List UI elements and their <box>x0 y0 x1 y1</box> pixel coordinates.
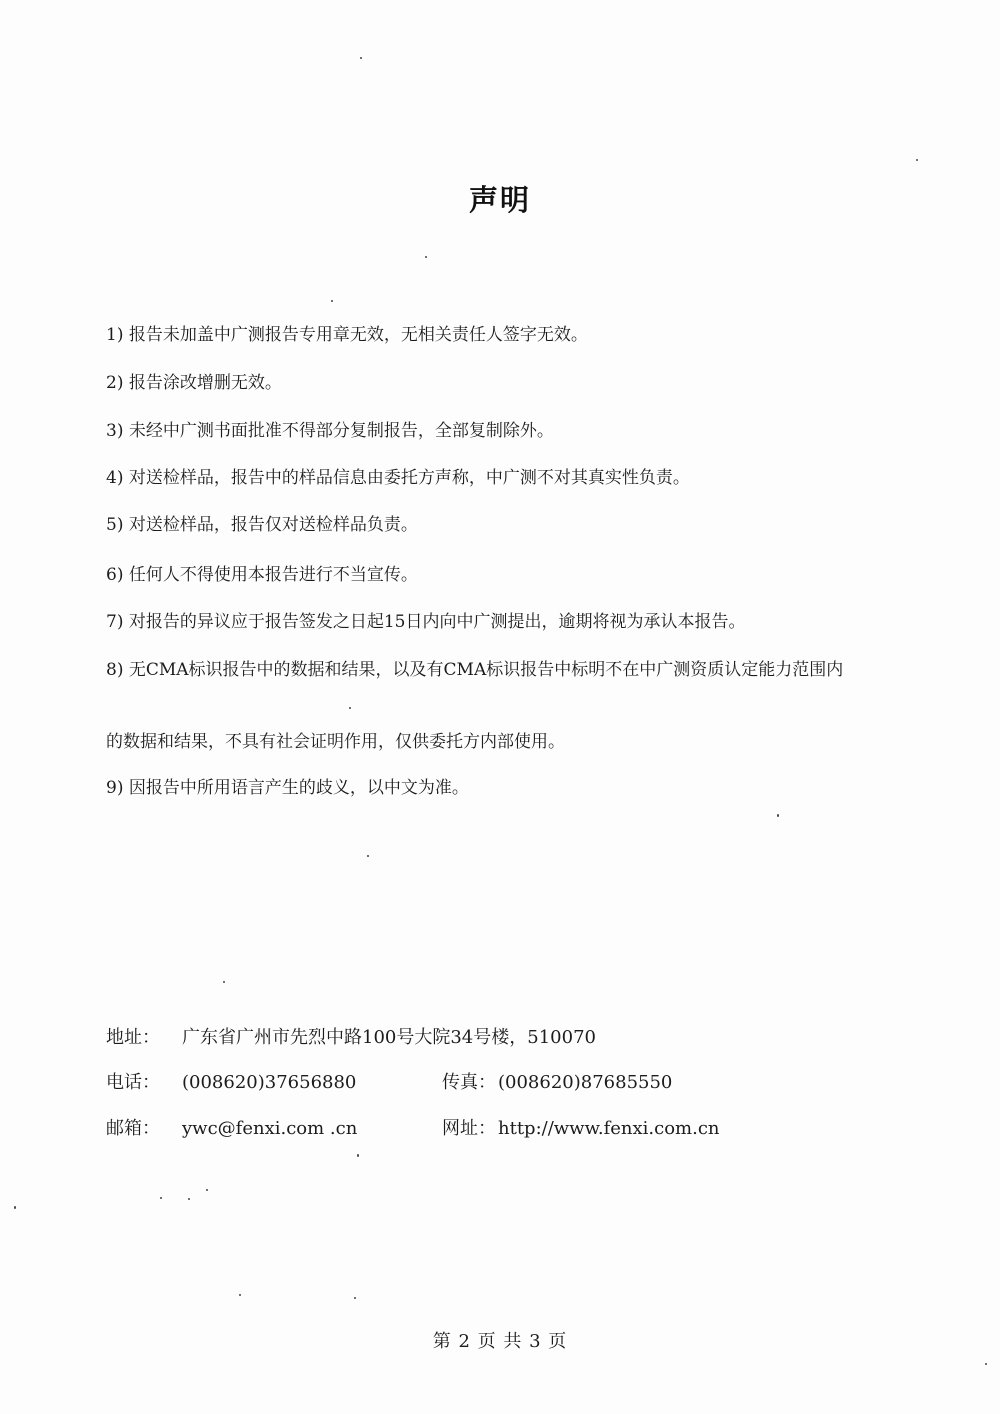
scan-speck <box>188 1198 190 1200</box>
scan-speck <box>425 256 427 258</box>
scan-speck <box>239 1294 241 1296</box>
scan-speck <box>223 981 225 983</box>
scan-speck <box>160 1197 162 1199</box>
address-label: 地址： <box>106 1027 160 1048</box>
statement-2: 2) 报告涂改增删无效。 <box>106 373 282 393</box>
email-label: 邮箱： <box>106 1118 160 1139</box>
statement-4: 4) 对送检样品，报告中的样品信息由委托方声称，中广测不对其真实性负责。 <box>106 468 690 488</box>
phone-label: 电话： <box>106 1072 160 1093</box>
fax-label: 传真： <box>442 1072 496 1093</box>
scan-speck <box>14 1206 16 1209</box>
email-value: ywc@fenxi.com .cn <box>182 1118 358 1139</box>
scan-speck <box>777 814 779 817</box>
website-value: http://www.fenxi.com.cn <box>498 1118 720 1139</box>
statement-8-continuation: 的数据和结果，不具有社会证明作用，仅供委托方内部使用。 <box>106 732 565 752</box>
statement-1: 1) 报告未加盖中广测报告专用章无效，无相关责任人签字无效。 <box>106 325 588 345</box>
scan-speck <box>357 1154 359 1157</box>
page-title: 声明 <box>468 183 531 217</box>
statement-7: 7) 对报告的异议应于报告签发之日起15日内向中广测提出，逾期将视为承认本报告。 <box>106 612 746 632</box>
scan-speck <box>916 159 918 161</box>
page-indicator: 第 2 页 共 3 页 <box>432 1331 568 1352</box>
statement-9: 9) 因报告中所用语言产生的歧义，以中文为准。 <box>106 778 469 798</box>
phone-value: (008620)37656880 <box>182 1072 357 1093</box>
scan-speck <box>367 855 369 857</box>
scan-speck <box>206 1189 208 1191</box>
address-value: 广东省广州市先烈中路100号大院34号楼，510070 <box>182 1027 596 1048</box>
scan-speck <box>985 1363 987 1365</box>
statement-6: 6) 任何人不得使用本报告进行不当宣传。 <box>106 565 418 585</box>
statement-5: 5) 对送检样品，报告仅对送检样品负责。 <box>106 515 418 535</box>
statement-3: 3) 未经中广测书面批准不得部分复制报告，全部复制除外。 <box>106 421 554 441</box>
scan-speck <box>331 300 333 302</box>
scan-speck <box>354 1297 356 1299</box>
website-label: 网址： <box>442 1118 496 1139</box>
statement-8: 8) 无CMA标识报告中的数据和结果，以及有CMA标识报告中标明不在中广测资质认定能力范围内 <box>106 660 844 680</box>
scan-speck <box>360 57 362 59</box>
scan-speck <box>349 707 351 709</box>
fax-value: (008620)87685550 <box>498 1072 673 1093</box>
